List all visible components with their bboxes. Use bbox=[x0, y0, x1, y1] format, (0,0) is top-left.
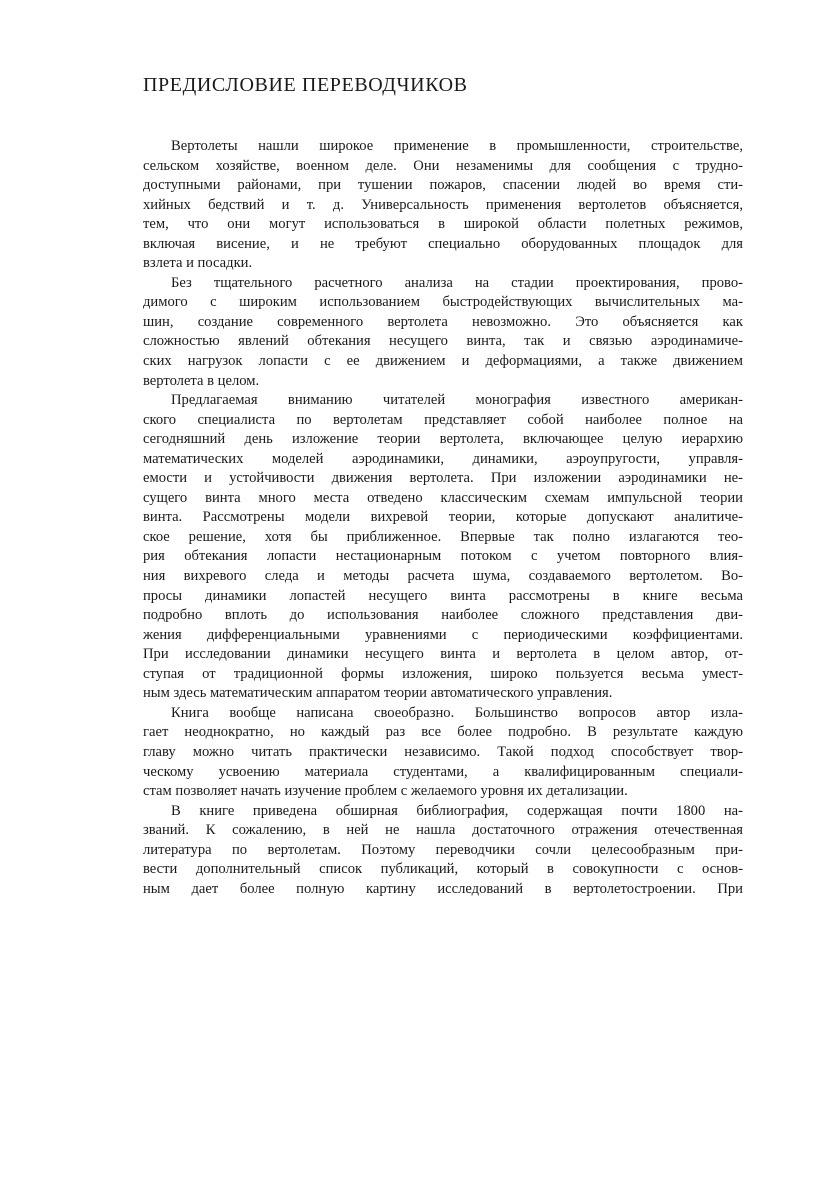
text-line: просы динамики лопастей несущего винта рассмотрены в книге весьма bbox=[143, 587, 743, 604]
text-line: жения дифференциальными уравнениями с периодическими коэффициентами. bbox=[143, 626, 743, 643]
text-line: ступая от традиционной формы изложения, широко пользуется весьма умест- bbox=[143, 665, 743, 682]
paragraph bbox=[143, 802, 743, 900]
text-line: Книга вообще написана своеобразно. Большинство вопросов автор изла- bbox=[171, 704, 743, 721]
text-line: хийных бедствий и т. д. Универсальность применения вертолетов объясняется, bbox=[143, 196, 743, 213]
paragraph bbox=[143, 704, 743, 802]
text-line: сельском хозяйстве, военном деле. Они незаменимы для сообщения с трудно- bbox=[143, 157, 743, 174]
text-line: Без тщательного расчетного анализа на стадии проектирования, прово- bbox=[171, 274, 743, 291]
text-line: доступными районами, при тушении пожаров, спасении людей во время сти- bbox=[143, 177, 743, 194]
text-line: ское решение, хотя бы приближенное. Впервые так полно излагаются тео- bbox=[143, 528, 743, 545]
paragraph bbox=[143, 274, 743, 391]
text-line: литература по вертолетам. Поэтому переводчики сочли целесообразным при- bbox=[143, 841, 743, 858]
text-line: сущего винта много места отведено классическим схемам импульсной теории bbox=[143, 489, 743, 506]
text-line: ского специалиста по вертолетам представляет собой наиболее полное на bbox=[143, 411, 743, 428]
text-line: званий. К сожалению, в ней не нашла достаточного отражения отечественная bbox=[143, 822, 743, 839]
text-line: ния вихревого следа и методы расчета шума, создаваемого вертолетом. Во- bbox=[143, 568, 743, 585]
text-line: стам позволяет начать изучение проблем с желаемого уровня их детализации. bbox=[143, 783, 628, 800]
text-line: ным дает более полную картину исследований в вертолетостроении. При bbox=[143, 880, 743, 897]
text-line: шин, создание современного вертолета невозможно. Это объясняется как bbox=[143, 313, 743, 330]
paragraph bbox=[143, 391, 743, 704]
text-line: При исследовании динамики несущего винта и вертолета в целом автор, от- bbox=[143, 646, 743, 663]
text-line: ских нагрузок лопасти с ее движением и деформациями, а также движением bbox=[143, 353, 743, 370]
text-line: вертолета в целом. bbox=[143, 372, 260, 389]
text-line: рия обтекания лопасти нестационарным потоком с учетом повторного влия- bbox=[143, 548, 743, 565]
text-line: гает неоднократно, но каждый раз все более подробно. В результате каждую bbox=[143, 724, 743, 741]
paragraph bbox=[143, 137, 743, 274]
text-line: ческому усвоению материала студентами, а квалифицированным специали- bbox=[143, 763, 743, 780]
text-line: подробно вплоть до использования наиболее сложного представления дви- bbox=[143, 607, 743, 624]
text-line: взлета и посадки. bbox=[143, 255, 253, 272]
text-line: сложностью явлений обтекания несущего винта, так и связью аэродинамиче- bbox=[143, 333, 743, 350]
text-line: винта. Рассмотрены модели вихревой теории, которые допускают аналитиче- bbox=[143, 509, 743, 526]
text-line: сегодняшний день изложение теории вертолета, включающее целую иерархию bbox=[143, 431, 743, 448]
page-title: ПРЕДИСЛОВИЕ ПЕРЕВОДЧИКОВ bbox=[143, 74, 468, 96]
text-line: включая висение, и не требуют специально оборудованных площадок для bbox=[143, 235, 743, 252]
text-line: тем, что они могут использоваться в широкой области полетных режимов, bbox=[143, 216, 743, 233]
text-line: Вертолеты нашли широкое применение в промышленности, строительстве, bbox=[171, 138, 743, 154]
text-line: емости и устойчивости движения вертолета. При изложении аэродинамики не- bbox=[143, 470, 743, 487]
text-line: математических моделей аэродинамики, динамики, аэроупругости, управля- bbox=[143, 450, 743, 467]
text-line: димого с широким использованием быстродействующих вычислительных ма- bbox=[143, 294, 743, 311]
text-line: В книге приведена обширная библиография, содержащая почти 1800 на- bbox=[171, 802, 743, 819]
text-line: главу можно читать практически независимо. Такой подход способствует твор- bbox=[143, 743, 743, 760]
text-line: Предлагаемая вниманию читателей монография известного американ- bbox=[171, 392, 743, 409]
text-line: вести дополнительный список публикаций, который в совокупности с основ- bbox=[143, 861, 743, 878]
body-text bbox=[143, 137, 743, 899]
text-line: ным здесь математическим аппаратом теории автоматического управления. bbox=[143, 685, 613, 702]
